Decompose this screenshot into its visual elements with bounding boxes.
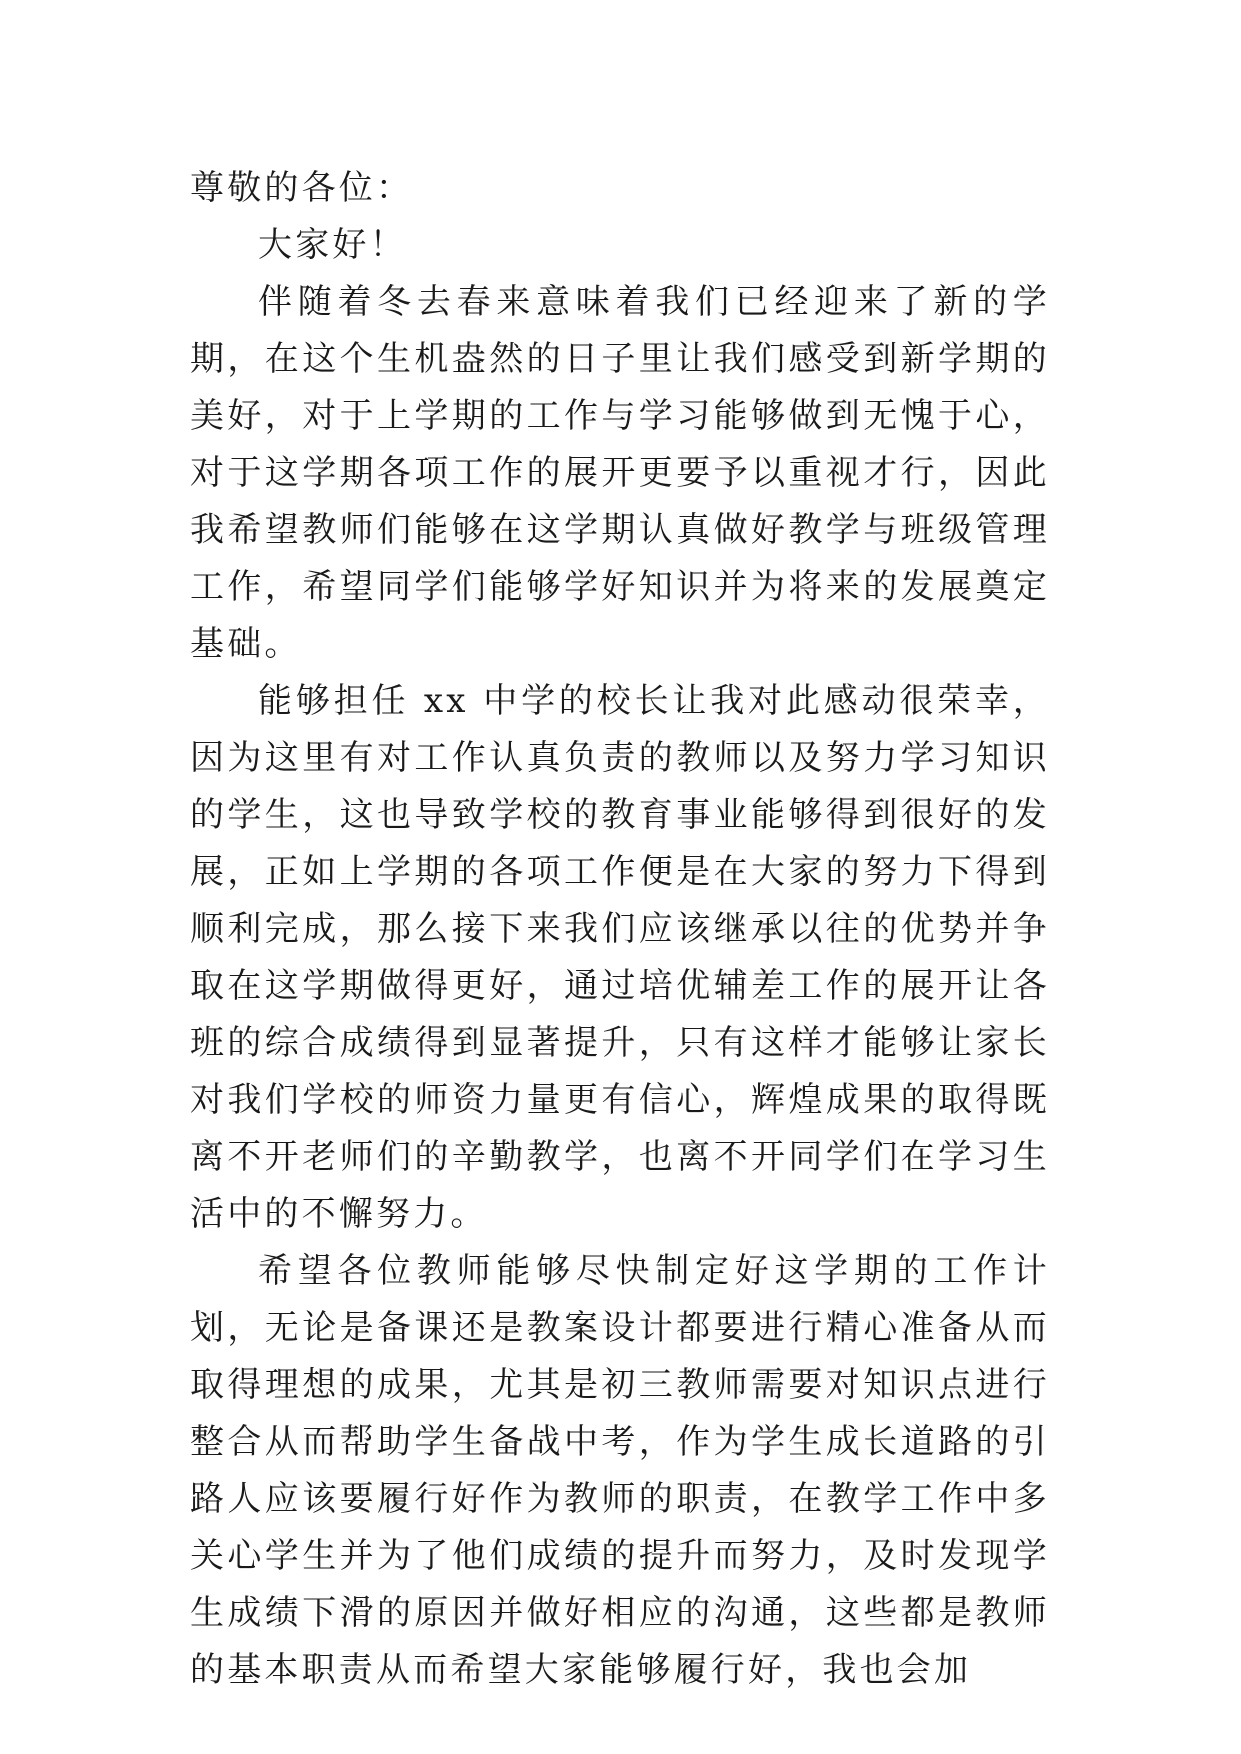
body-paragraph: 希望各位教师能够尽快制定好这学期的工作计划，无论是备课还是教案设计都要进行精心准备从而取得理想的成果，尤其是初三教师需要对知识点进行整合从而帮助学生备战中考，作为学生成长道路的引路人应该要履行好作为教师的职责，在教学工作中多关心学生并为了他们成绩的提升而努力，及时发现学生成绩下滑的原因并做好相应的沟通，这些都是教师的基本职责从而希望大家能够履行好，我也会加 [190, 1251, 1050, 1690]
body-paragraph: 能够担任 xx 中学的校长让我对此感动很荣幸，因为这里有对工作认真负责的教师以及努力学习知识的学生，这也导致学校的教育事业能够得到很好的发展，正如上学期的各项工作便是在大家的努力下得到顺利完成，那么接下来我们应该继承以往的优势并争取在这学期做得更好，通过培优辅差工作的展开让各班的综合成绩得到显著提升，只有这样才能够让家长对我们学校的师资力量更有信心，辉煌成果的取得既离不开老师们的辛勤教学，也离不开同学们在学习生活中的不懈努力。 [190, 681, 1050, 1234]
salutation: 尊敬的各位： [190, 168, 414, 208]
greeting-paragraph: 大家好！ [258, 225, 407, 265]
document-body [190, 160, 1050, 1699]
body-paragraph: 伴随着冬去春来意味着我们已经迎来了新的学期，在这个生机盎然的日子里让我们感受到新学期的美好，对于上学期的工作与学习能够做到无愧于心，对于这学期各项工作的展开更要予以重视才行，因此我希望教师们能够在这学期认真做好教学与班级管理工作，希望同学们能够学好知识并为将来的发展奠定基础。 [190, 282, 1050, 664]
